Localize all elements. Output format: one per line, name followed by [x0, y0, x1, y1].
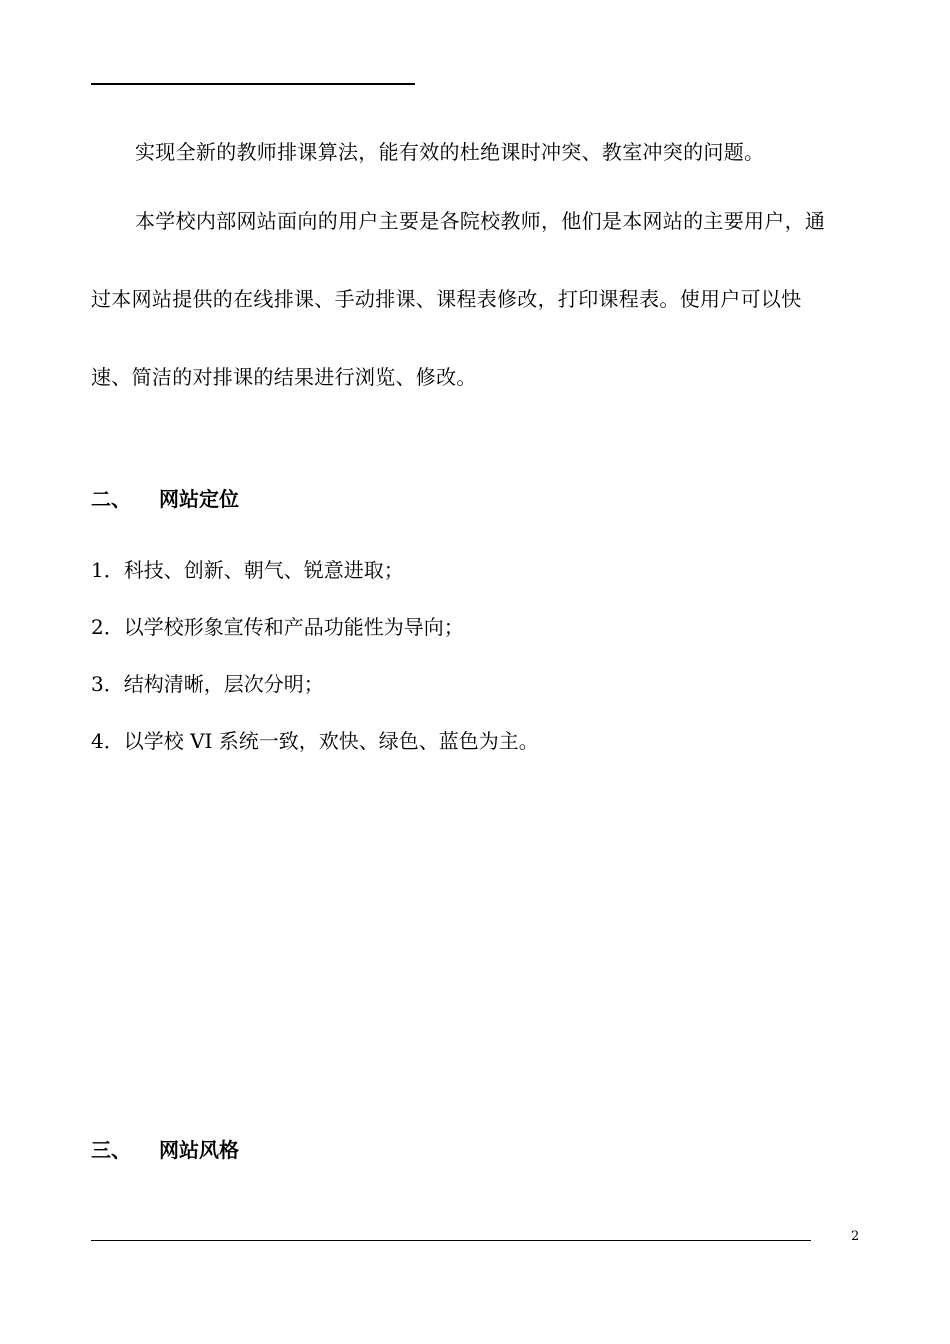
footer-rule [91, 1240, 811, 1241]
paragraph-users: 本学校内部网站面向的用户主要是各院校教师，他们是本网站的主要用户，通过本网站提供的在线排课、手动排课、课程表修改，打印课程表。使用户可以快速、简洁的对排课的结果进行浏览、修改。 [91, 209, 826, 389]
section-heading-positioning [91, 483, 239, 512]
paragraph-algorithm: 实现全新的教师排课算法，能有效的杜绝课时冲突、教室冲突的问题。 [135, 140, 765, 164]
section-title: 网站风格 [159, 1138, 239, 1162]
section-heading-style [91, 1134, 239, 1163]
page-number: 2 [851, 1229, 860, 1244]
section-number: 二、 [91, 487, 131, 511]
list-item: 4．以学校 VI 系统一致，欢快、绿色、蓝色为主。 [91, 729, 539, 753]
positioning-list [91, 556, 539, 784]
list-item: 1．科技、创新、朝气、锐意进取； [91, 558, 404, 582]
top-rule [91, 83, 415, 85]
list-item: 3．结构清晰，层次分明； [91, 672, 324, 696]
section-number: 三、 [91, 1138, 131, 1162]
section-title: 网站定位 [159, 487, 239, 511]
list-item: 2．以学校形象宣传和产品功能性为导向； [91, 615, 464, 639]
